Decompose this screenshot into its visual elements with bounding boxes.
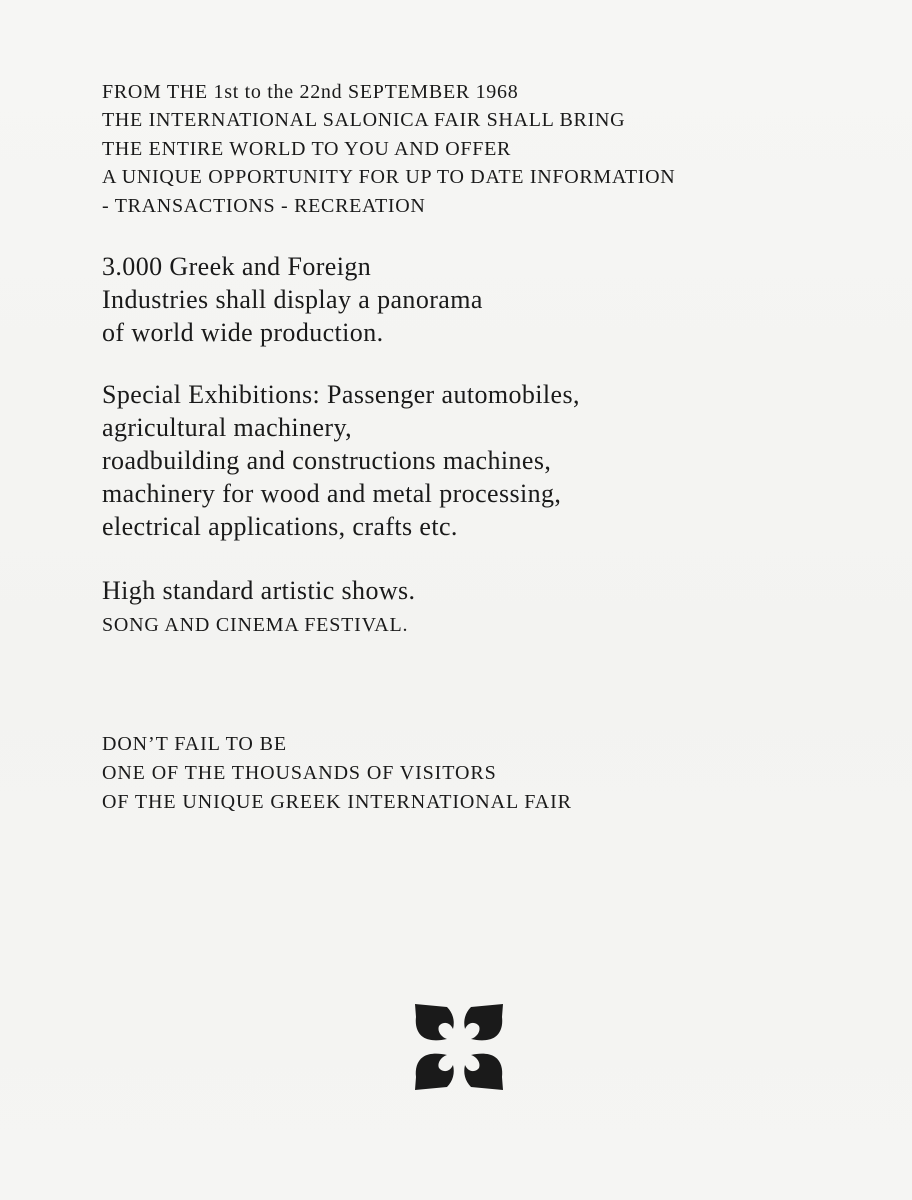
- emblem-shapes: [415, 1004, 503, 1090]
- emblem-petal-top-right: [464, 1004, 503, 1040]
- exhibitions-line: machinery for wood and metal processing,: [102, 479, 562, 508]
- closing-line: OF THE UNIQUE GREEK INTERNATIONAL FAIR: [102, 791, 572, 813]
- closing-paragraph: [102, 730, 572, 817]
- exhibitions-line: electrical applications, crafts etc.: [102, 512, 458, 541]
- emblem-petal-bottom-left: [415, 1054, 454, 1090]
- exhibitions-line: agricultural machinery,: [102, 413, 353, 442]
- shows-paragraph: [102, 575, 415, 639]
- industries-line: 3.000 Greek and Foreign: [102, 252, 372, 281]
- industries-line: Industries shall display a panorama: [102, 285, 483, 314]
- intro-line: FROM THE 1st to the 22nd SEPTEMBER 1968: [102, 81, 519, 103]
- exhibitions-paragraph: [102, 378, 580, 543]
- closing-line: DON’T FAIL TO BE: [102, 733, 287, 755]
- intro-line: - TRANSACTIONS - RECREATION: [102, 194, 426, 217]
- industries-paragraph: [102, 250, 483, 349]
- shows-headline: High standard artistic shows.: [102, 576, 416, 605]
- emblem-petal-top-left: [415, 1004, 454, 1040]
- intro-line: THE INTERNATIONAL SALONICA FAIR SHALL BRING: [102, 109, 626, 132]
- exhibitions-line: roadbuilding and constructions machines,: [102, 446, 552, 475]
- intro-paragraph: [102, 78, 675, 220]
- intro-line: THE ENTIRE WORLD TO YOU AND OFFER: [102, 137, 512, 160]
- emblem-petal-bottom-right: [464, 1054, 503, 1090]
- exhibitions-line: Special Exhibitions: Passenger automobiles,: [102, 380, 580, 409]
- fair-emblem-icon: [413, 1001, 505, 1093]
- intro-line: A UNIQUE OPPORTUNITY FOR UP TO DATE INFORMATION: [102, 166, 676, 189]
- industries-line: of world wide production.: [102, 318, 384, 347]
- closing-line: ONE OF THE THOUSANDS OF VISITORS: [102, 762, 497, 784]
- festival-line: SONG AND CINEMA FESTIVAL.: [102, 614, 409, 636]
- fair-emblem-svg: [413, 1001, 505, 1093]
